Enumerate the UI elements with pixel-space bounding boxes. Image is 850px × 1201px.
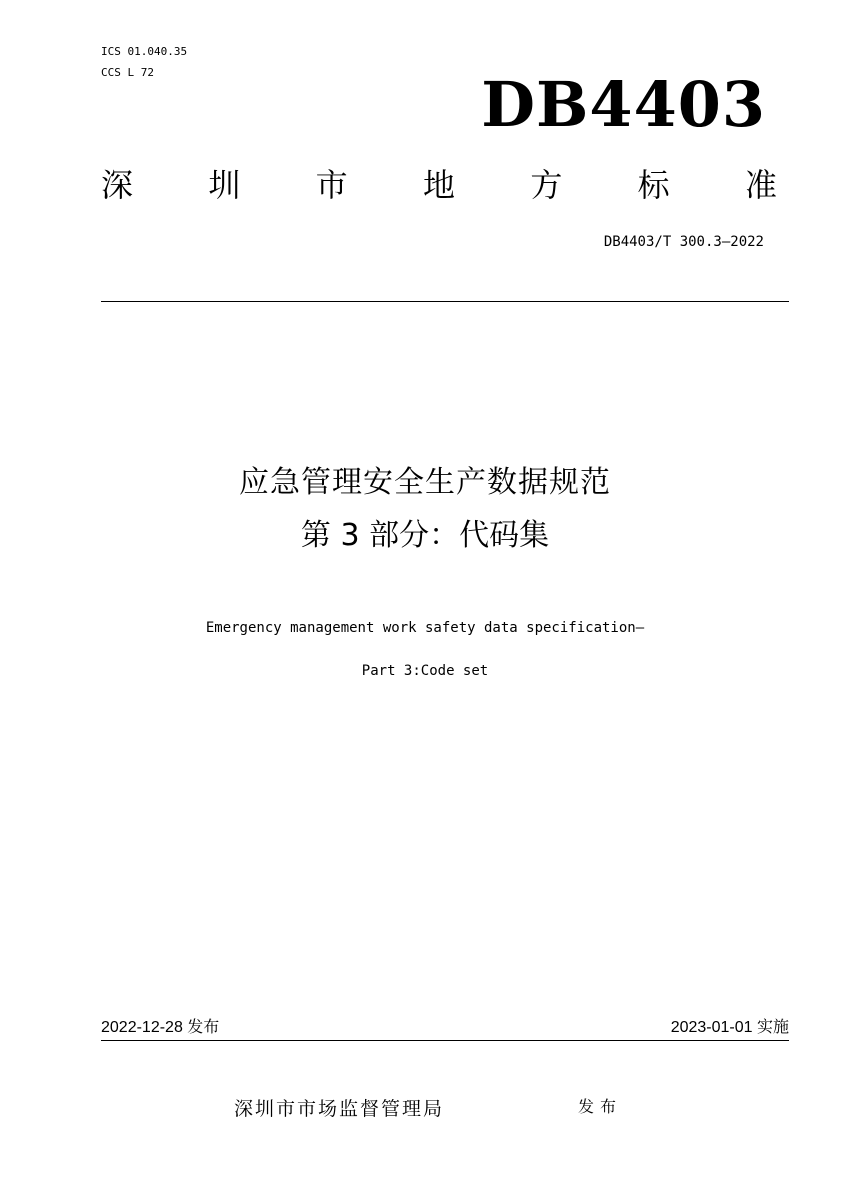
- standard-kind-char: 深: [101, 166, 134, 204]
- title-english-line-1: Emergency management work safety data specification—: [205, 620, 645, 636]
- standard-kind-char: 方: [530, 166, 563, 204]
- publisher-name: 深圳市市场监督管理局: [234, 1098, 445, 1120]
- implementation-date: 2023-01-01 实施: [670, 1019, 789, 1036]
- title-chinese-line-1: 应急管理安全生产数据规范: [239, 465, 611, 500]
- standard-kind-char: 地: [422, 166, 455, 204]
- header-divider: [101, 301, 789, 302]
- ccs-code: CCS L 72: [101, 66, 154, 79]
- footer-divider: [101, 1040, 789, 1041]
- standard-kind-char: 市: [315, 166, 348, 204]
- issue-date: 2022-12-28 发布: [101, 1019, 220, 1036]
- standard-kind: [101, 165, 777, 205]
- standard-kind-char: 准: [744, 166, 777, 204]
- title-chinese-line-2: 第 3 部分：代码集: [300, 518, 550, 553]
- standard-kind-char: 圳: [208, 166, 241, 204]
- standard-number: DB4403/T 300.3—2022: [603, 234, 764, 250]
- title-english-line-2: Part 3:Code set: [361, 663, 489, 679]
- standard-logo: DB4403: [481, 68, 766, 141]
- ics-code: ICS 01.040.35: [101, 45, 188, 58]
- publish-label: 发布: [578, 1097, 623, 1116]
- standard-kind-char: 标: [637, 166, 670, 204]
